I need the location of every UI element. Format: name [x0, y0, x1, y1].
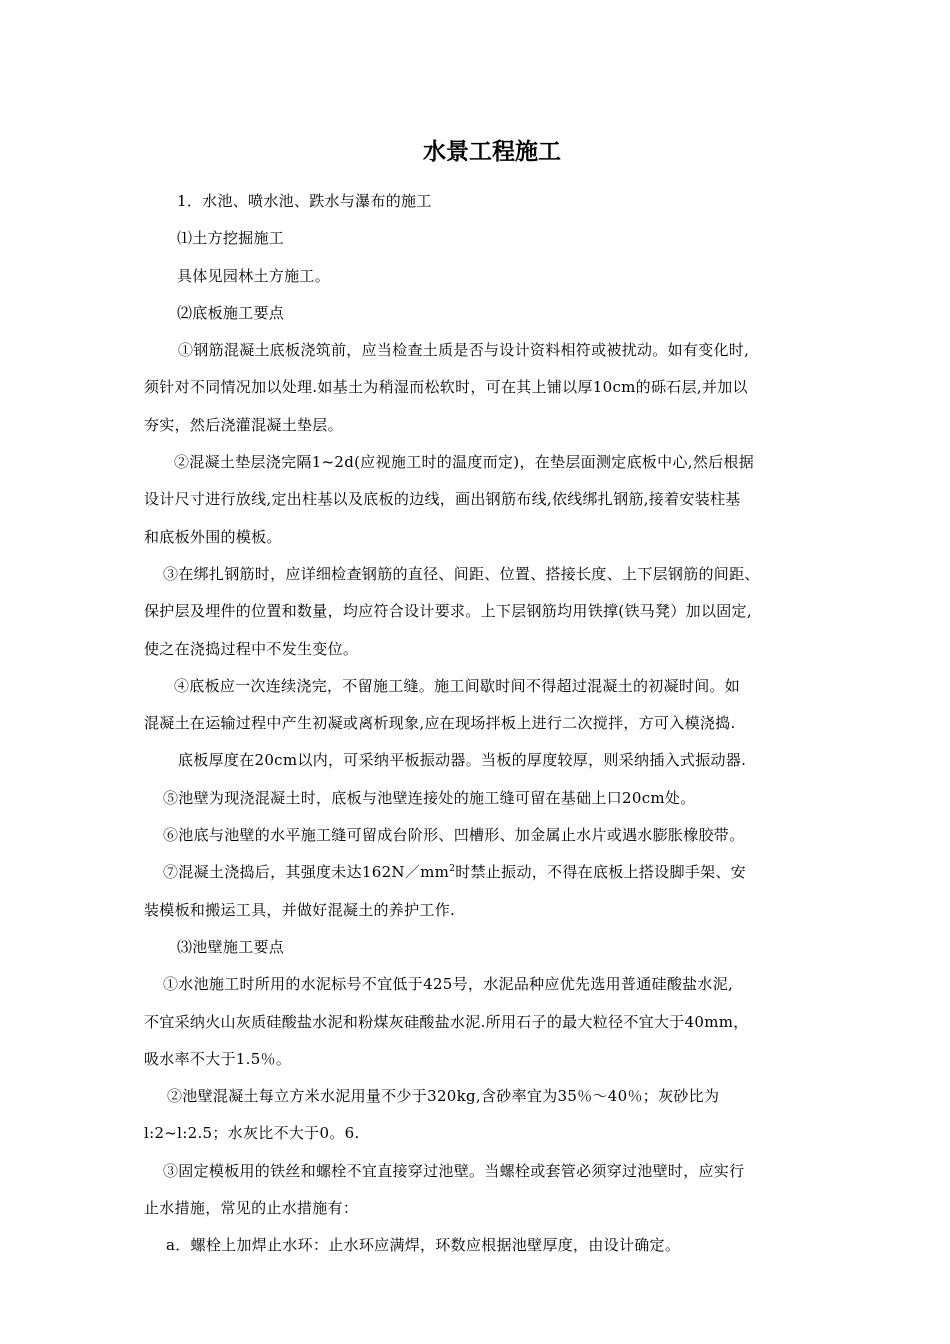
document-body — [144, 183, 812, 1265]
paragraph-line: 混凝土在运输过程中产生初凝或离析现象,应在现场拌板上进行二次搅拌，方可入模浇捣. — [144, 714, 736, 733]
paragraph-line: ⑥池底与池壁的水平施工缝可留成台阶形、凹槽形、加金属止水片或遇水膨胀橡胶带。 — [163, 826, 745, 845]
paragraph-line: ②池壁混凝土每立方米水泥用量不少于320kg,含砂率宜为35％～40％；灰砂比为 — [167, 1087, 720, 1106]
subsection-heading: ⑶池壁施工要点 — [177, 937, 285, 956]
paragraph-line: 止水措施，常见的止水措施有： — [144, 1199, 359, 1218]
text-run: ⑦混凝土浇捣后，其强度未达162N／mm — [163, 863, 450, 882]
paragraph-line: l:2~l:2.5；水灰比不大于0。6. — [144, 1124, 360, 1143]
paragraph-line: 设计尺寸进行放线,定出柱基以及底板的边线，画出钢筋布线,依线绑扎钢筋,接着安装柱基 — [144, 490, 741, 509]
paragraph-line: 底板厚度在20cm以内，可采纳平板振动器。当板的厚度较厚，则采纳插入式振动器. — [178, 751, 747, 770]
paragraph-line: ②混凝土垫层浇完隔1~2d(应视施工时的温度而定)，在垫层面测定底板中心,然后根据 — [174, 453, 755, 472]
text-run: 时禁止振动，不得在底板上搭设脚手架、安 — [455, 863, 746, 882]
paragraph-line — [144, 854, 812, 891]
paragraph-line: a．螺栓上加焊止水环：止水环应满焊，环数应根据池壁厚度，由设计确定。 — [166, 1236, 681, 1255]
subsection-heading: ⑵底板施工要点 — [177, 303, 285, 322]
paragraph-line: ①水池施工时所用的水泥标号不宜低于425号，水泥品种应优先选用普通硅酸盐水泥, — [163, 975, 734, 994]
paragraph-line: ①钢筋混凝土底板浇筑前，应当检查土质是否与设计资料相符或被扰动。如有变化时, — [178, 341, 750, 360]
paragraph-line: 保护层及埋件的位置和数量，均应符合设计要求。上下层钢筋均用铁撑(铁马凳）加以固定, — [144, 602, 752, 621]
paragraph-line: ④底板应一次连续浇完，不留施工缝。施工间歇时间不得超过混凝土的初凝时间。如 — [174, 676, 741, 695]
paragraph-line: ③固定模板用的铁丝和螺栓不宜直接穿过池壁。当螺栓或套管必须穿过池壁时，应实行 — [163, 1161, 745, 1180]
paragraph-line: ③在绑扎钢筋时，应详细检查钢筋的直径、间距、位置、搭接长度、上下层钢筋的间距、 — [163, 564, 760, 583]
paragraph-line: 夯实，然后浇灌混凝土垫层。 — [144, 415, 343, 434]
paragraph-line: 具体见园林土方施工。 — [177, 266, 331, 285]
document-title: 水景工程施工 — [423, 139, 561, 165]
paragraph-line: 不宜采纳火山灰质硅酸盐水泥和粉煤灰硅酸盐水泥.所用石子的最大粒径不宜大于40mm， — [144, 1012, 749, 1031]
paragraph-line: ⑤池壁为现浇混凝土时，底板与池壁连接处的施工缝可留在基础上口20cm处。 — [163, 788, 696, 807]
section-heading-1: 1．水池、喷水池、跌水与瀑布的施工 — [177, 192, 432, 210]
subsection-heading: ⑴土方挖掘施工 — [177, 229, 285, 248]
paragraph-line: 装模板和搬运工具，并做好混凝土的养护工作. — [144, 900, 456, 919]
paragraph-line: 吸水率不大于1.5％。 — [144, 1049, 292, 1068]
paragraph-line: 须针对不同情况加以处理.如基土为稍湿而松软时，可在其上铺以厚10cm的砾石层,并加以 — [144, 378, 748, 397]
paragraph-line: 和底板外围的模板。 — [144, 527, 282, 546]
paragraph-line: 使之在浇捣过程中不发生变位。 — [144, 639, 359, 658]
superscript: 2 — [449, 864, 456, 875]
